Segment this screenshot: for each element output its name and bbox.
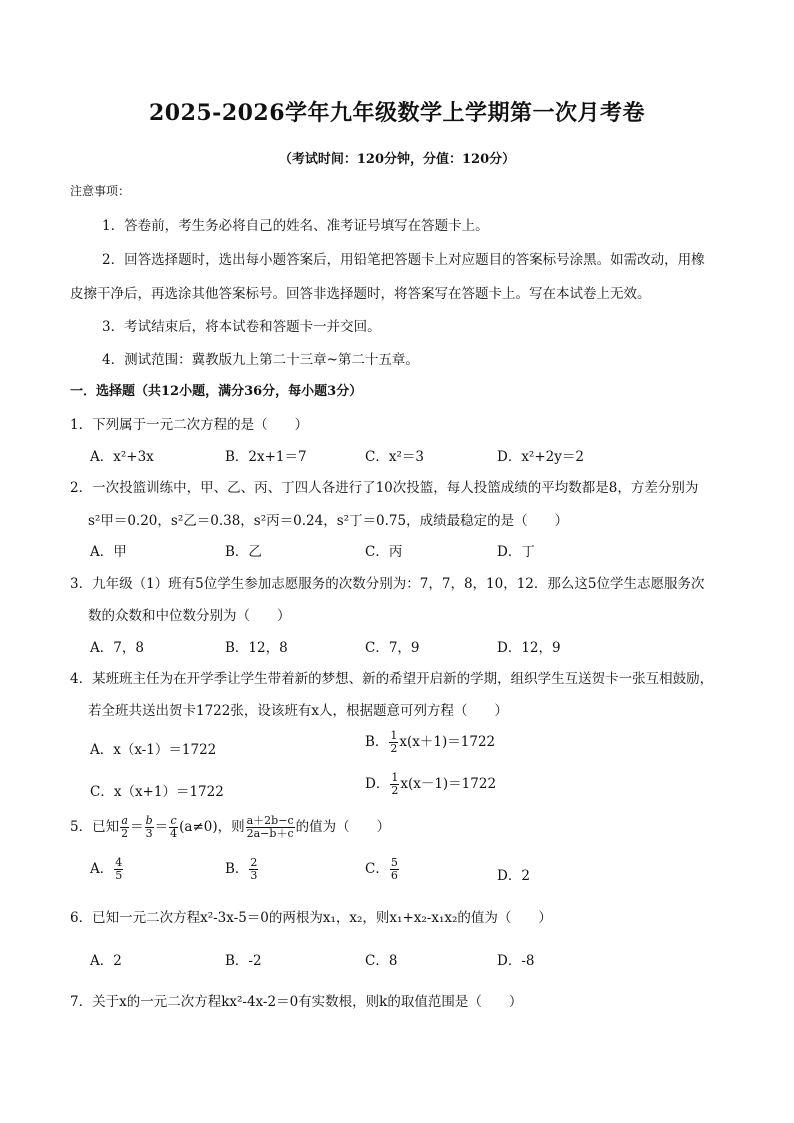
fraction-a-over-2: $\frac{a}{2}$ <box>121 814 129 840</box>
q4-option-b-label: B． <box>365 734 389 750</box>
notes-header: 注意事项： <box>70 184 131 198</box>
q3-option-a: A．7，8 <box>90 640 144 656</box>
q4-option-d <box>365 772 496 797</box>
q4-option-b <box>365 730 495 755</box>
section-heading: 一．选择题（共12小题，满分36分，每小题3分） <box>70 384 363 399</box>
q1-option-a: A．x²+3x <box>90 449 154 465</box>
q5-option-c: C． $\frac{5}{6}$ <box>365 856 398 882</box>
q4-option-a: A．x（x-1）＝1722 <box>90 742 217 758</box>
question-5-stem: 5．已知 $\frac{a}{2}$ ＝ $\frac{b}{3}$ ＝ $\frac{c}{4}$ (a≠0)，则 $\frac{a+2b-c}{2a-b+c}$ 的值为（ ） <box>70 814 391 840</box>
note-2: 2．回答选择题时，选出每小题答案后，用铅笔把答题卡上对应题目的答案标号涂黑。如需改动，用橡 <box>102 252 705 268</box>
q3-option-b: B．12，8 <box>225 640 288 656</box>
exam-info: （考试时间：120分钟，分值：120分） <box>278 152 516 167</box>
q6-option-c: C．8 <box>365 953 398 969</box>
q6-option-b: B．-2 <box>225 953 262 969</box>
fraction-b-over-3: $\frac{b}{3}$ <box>145 814 153 840</box>
question-4-stem-cont: 若全班共送出贺卡1722张，设该班有x人，根据题意可列方程（ ） <box>88 703 508 719</box>
question-4-stem: 4．某班班主任为在开学季让学生带着新的梦想、新的希望开启新的学期，组织学生互送贺卡一张互相鼓励， <box>70 671 714 687</box>
question-1-stem: 1．下列属于一元二次方程的是（ ） <box>70 417 309 433</box>
fraction-expression: $\frac{a+2b-c}{2a-b+c}$ <box>246 814 294 840</box>
q2-option-b: B．乙 <box>225 544 262 560</box>
q6-option-a: A．2 <box>90 953 122 969</box>
q2-option-d: D．丁 <box>497 544 535 560</box>
fraction-c-over-4: $\frac{c}{4}$ <box>170 814 178 840</box>
question-2-stem-cont: s²甲＝0.20，s²乙＝0.38，s²丙＝0.24，s²丁＝0.75，成绩最稳定的是（ ） <box>88 513 569 529</box>
note-2-cont: 皮擦干净后，再选涂其他答案标号。回答非选择题时，将答案写在答题卡上。写在本试卷上无效。 <box>70 286 651 302</box>
q1-option-b: B．2x+1＝7 <box>225 449 307 465</box>
q1-option-c: C．x²＝3 <box>365 449 424 465</box>
page-title: 2025-2026学年九年级数学上学期第一次月考卷 <box>148 100 646 126</box>
question-2-stem: 2．一次投篮训练中，甲、乙、丙、丁四人各进行了10次投篮，每人投篮成绩的平均数都是8，方差分别为 <box>70 480 699 496</box>
q4-option-c: C．x（x+1）＝1722 <box>90 784 224 800</box>
q3-option-c: C．7，9 <box>365 640 420 656</box>
question-7-stem: 7．关于x的一元二次方程kx²-4x-2＝0有实数根，则k的取值范围是（ ） <box>70 994 523 1010</box>
note-4: 4．测试范围：冀教版九上第二十三章~第二十五章。 <box>102 352 419 368</box>
note-1: 1．答卷前，考生务必将自己的姓名、准考证号填写在答题卡上。 <box>102 218 489 234</box>
q2-option-a: A．甲 <box>90 544 127 560</box>
question-3-stem: 3．九年级（1）班有5位学生参加志愿服务的次数分别为：7，7，8，10，12．那么这5位学生志愿服务次 <box>70 576 705 592</box>
q5-option-d: D．2 <box>497 868 530 884</box>
fraction-one-half: $\frac{1}{2}$ <box>390 729 398 755</box>
q5-option-a: A． $\frac{4}{5}$ <box>90 856 123 882</box>
q2-option-c: C．丙 <box>365 544 403 560</box>
q4-option-b-expr: x(x＋1)＝1722 <box>399 734 496 750</box>
fraction-one-half: $\frac{1}{2}$ <box>391 771 399 797</box>
note-3: 3．考试结束后，将本试卷和答题卡一并交回。 <box>102 319 381 335</box>
q4-option-d-label: D． <box>365 776 390 792</box>
q6-option-d: D．-8 <box>497 953 535 969</box>
question-6-stem: 6．已知一元二次方程x²-3x-5＝0的两根为x₁，x₂，则x₁+x₂-x₁x₂的值为（ ） <box>70 910 552 926</box>
q5-option-b: B． $\frac{2}{3}$ <box>225 856 258 882</box>
q4-option-d-expr: x(x－1)＝1722 <box>400 776 497 792</box>
q1-option-d: D．x²+2y＝2 <box>497 449 584 465</box>
question-3-stem-cont: 数的众数和中位数分别为（ ） <box>88 608 291 624</box>
q3-option-d: D．12，9 <box>497 640 561 656</box>
